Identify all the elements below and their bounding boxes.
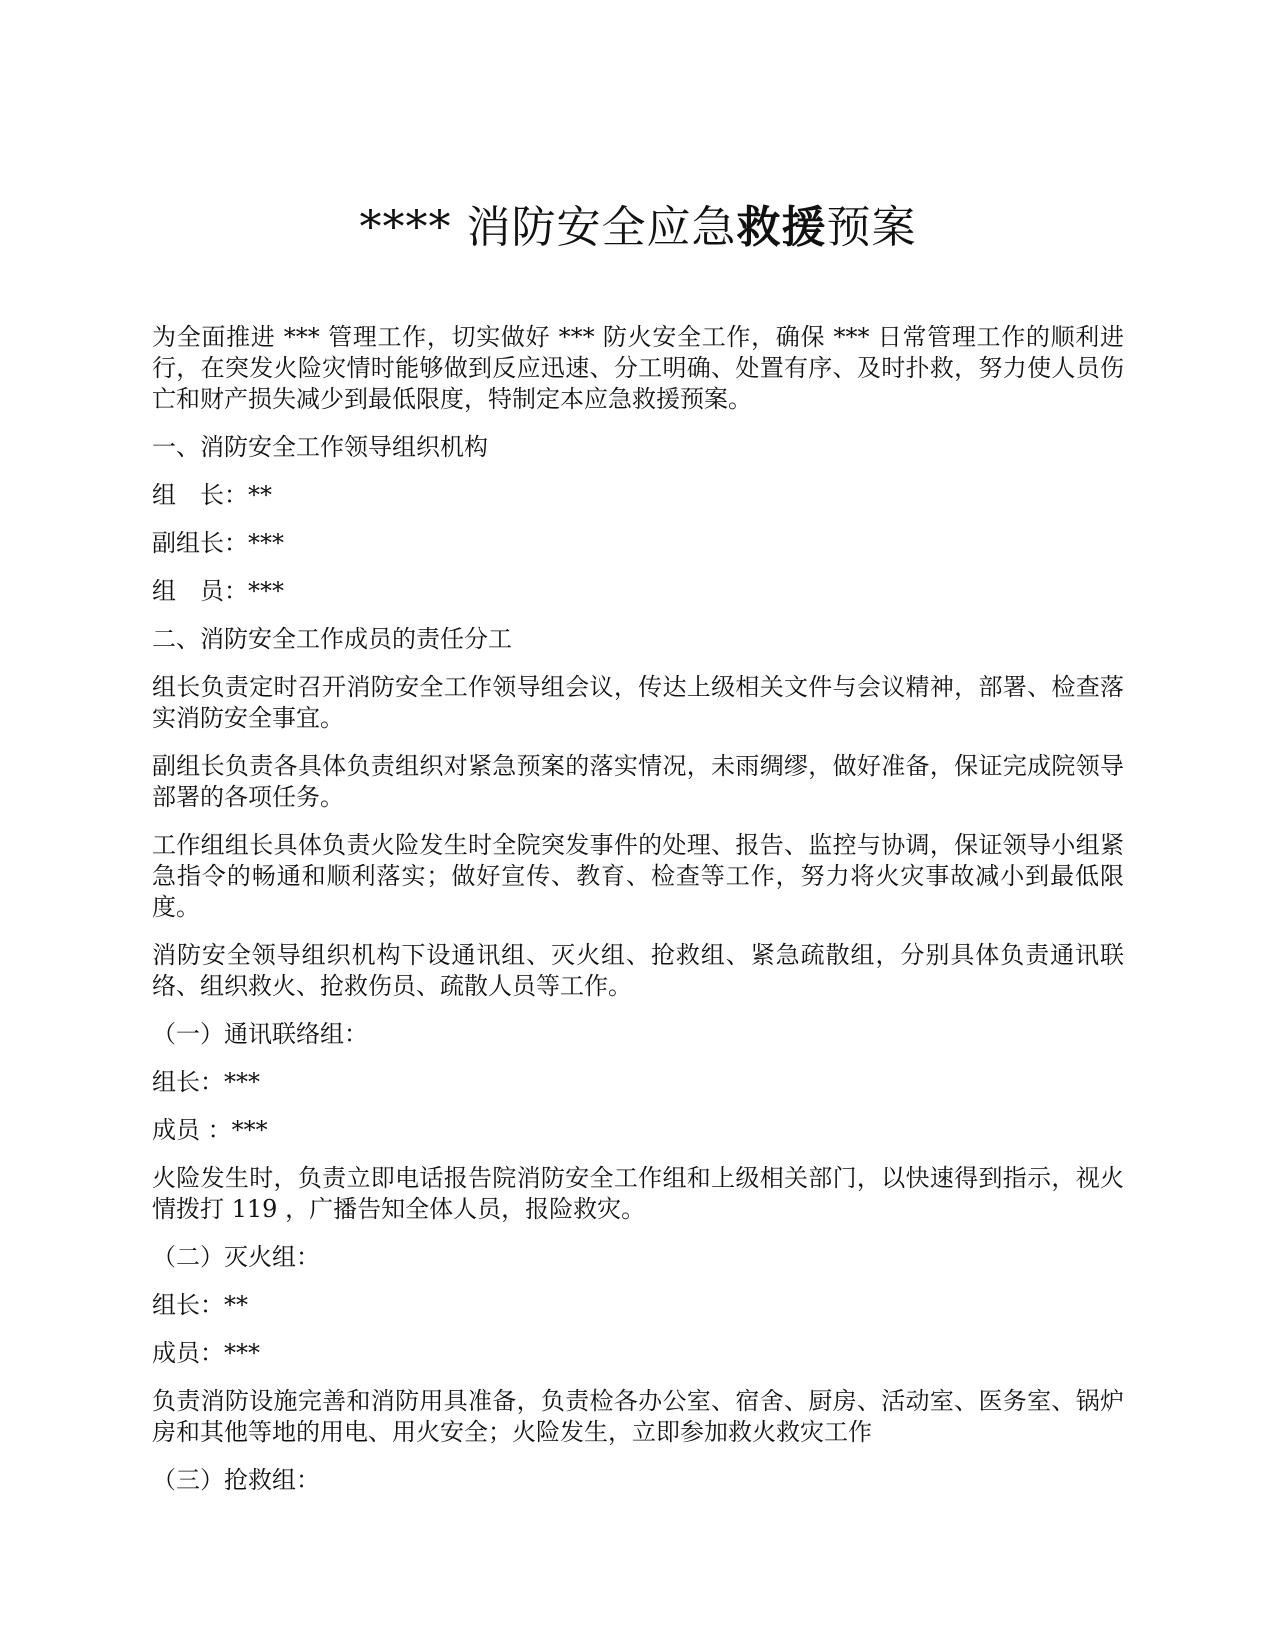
subsection-heading: （一）通讯联络组：	[152, 1020, 368, 1048]
leader-line: 组长：***	[152, 1068, 260, 1096]
section-heading: 二、消防安全工作成员的责任分工	[152, 625, 512, 653]
title-prefix: **** 消防安全应急	[359, 202, 737, 253]
title-bold: 救援	[736, 202, 827, 253]
member-line: 成员：***	[152, 1339, 260, 1367]
member-line: 成员 ：***	[152, 1116, 268, 1144]
document-body	[152, 322, 1124, 1513]
leader-line: 组 长：**	[152, 481, 272, 509]
deputy-leader-line: 副组长：***	[152, 529, 284, 557]
body-paragraph: 工作组组长具体负责火险发生时全院突发事件的处理、报告、监控与协调，保证领导小组紧急指令的畅通和顺利落实；做好宣传、教育、检查等工作，努力将火灾事故减小到最低限度。	[152, 831, 1124, 921]
document-page	[152, 0, 1124, 1650]
document-title	[152, 200, 1124, 256]
body-paragraph: 消防安全领导组织机构下设通讯组、灭火组、抢救组、紧急疏散组，分别具体负责通讯联络、组织救火、抢救伤员、疏散人员等工作。	[152, 941, 1124, 1000]
member-line: 组 员：***	[152, 577, 284, 605]
intro-paragraph: 为全面推进 *** 管理工作，切实做好 *** 防火安全工作，确保 *** 日常管理工作的顺利进行，在突发火险灾情时能够做到反应迅速、分工明确、处置有序、及时扑救，努力使人员伤亡和财产损失减少到最低限度，特制定本应急救援预案。	[152, 323, 1124, 413]
body-paragraph: 负责消防设施完善和消防用具准备，负责检各办公室、宿舍、厨房、活动室、医务室、锅炉房和其他等地的用电、用火安全；火险发生，立即参加救火救灾工作	[152, 1387, 1124, 1446]
subsection-heading: （三）抢救组：	[152, 1466, 320, 1494]
subsection-heading: （二）灭火组：	[152, 1243, 320, 1271]
body-paragraph: 组长负责定时召开消防安全工作领导组会议，传达上级相关文件与会议精神，部署、检查落实消防安全事宜。	[152, 673, 1124, 732]
body-paragraph: 副组长负责各具体负责组织对紧急预案的落实情况，未雨绸缪，做好准备，保证完成院领导部署的各项任务。	[152, 752, 1124, 811]
leader-line: 组长：**	[152, 1291, 248, 1319]
body-paragraph: 火险发生时，负责立即电话报告院消防安全工作组和上级相关部门，以快速得到指示，视火情拨打 119 ，广播告知全体人员，报险救灾。	[152, 1164, 1124, 1223]
title-suffix: 预案	[826, 202, 917, 253]
section-heading: 一、消防安全工作领导组织机构	[152, 433, 488, 461]
